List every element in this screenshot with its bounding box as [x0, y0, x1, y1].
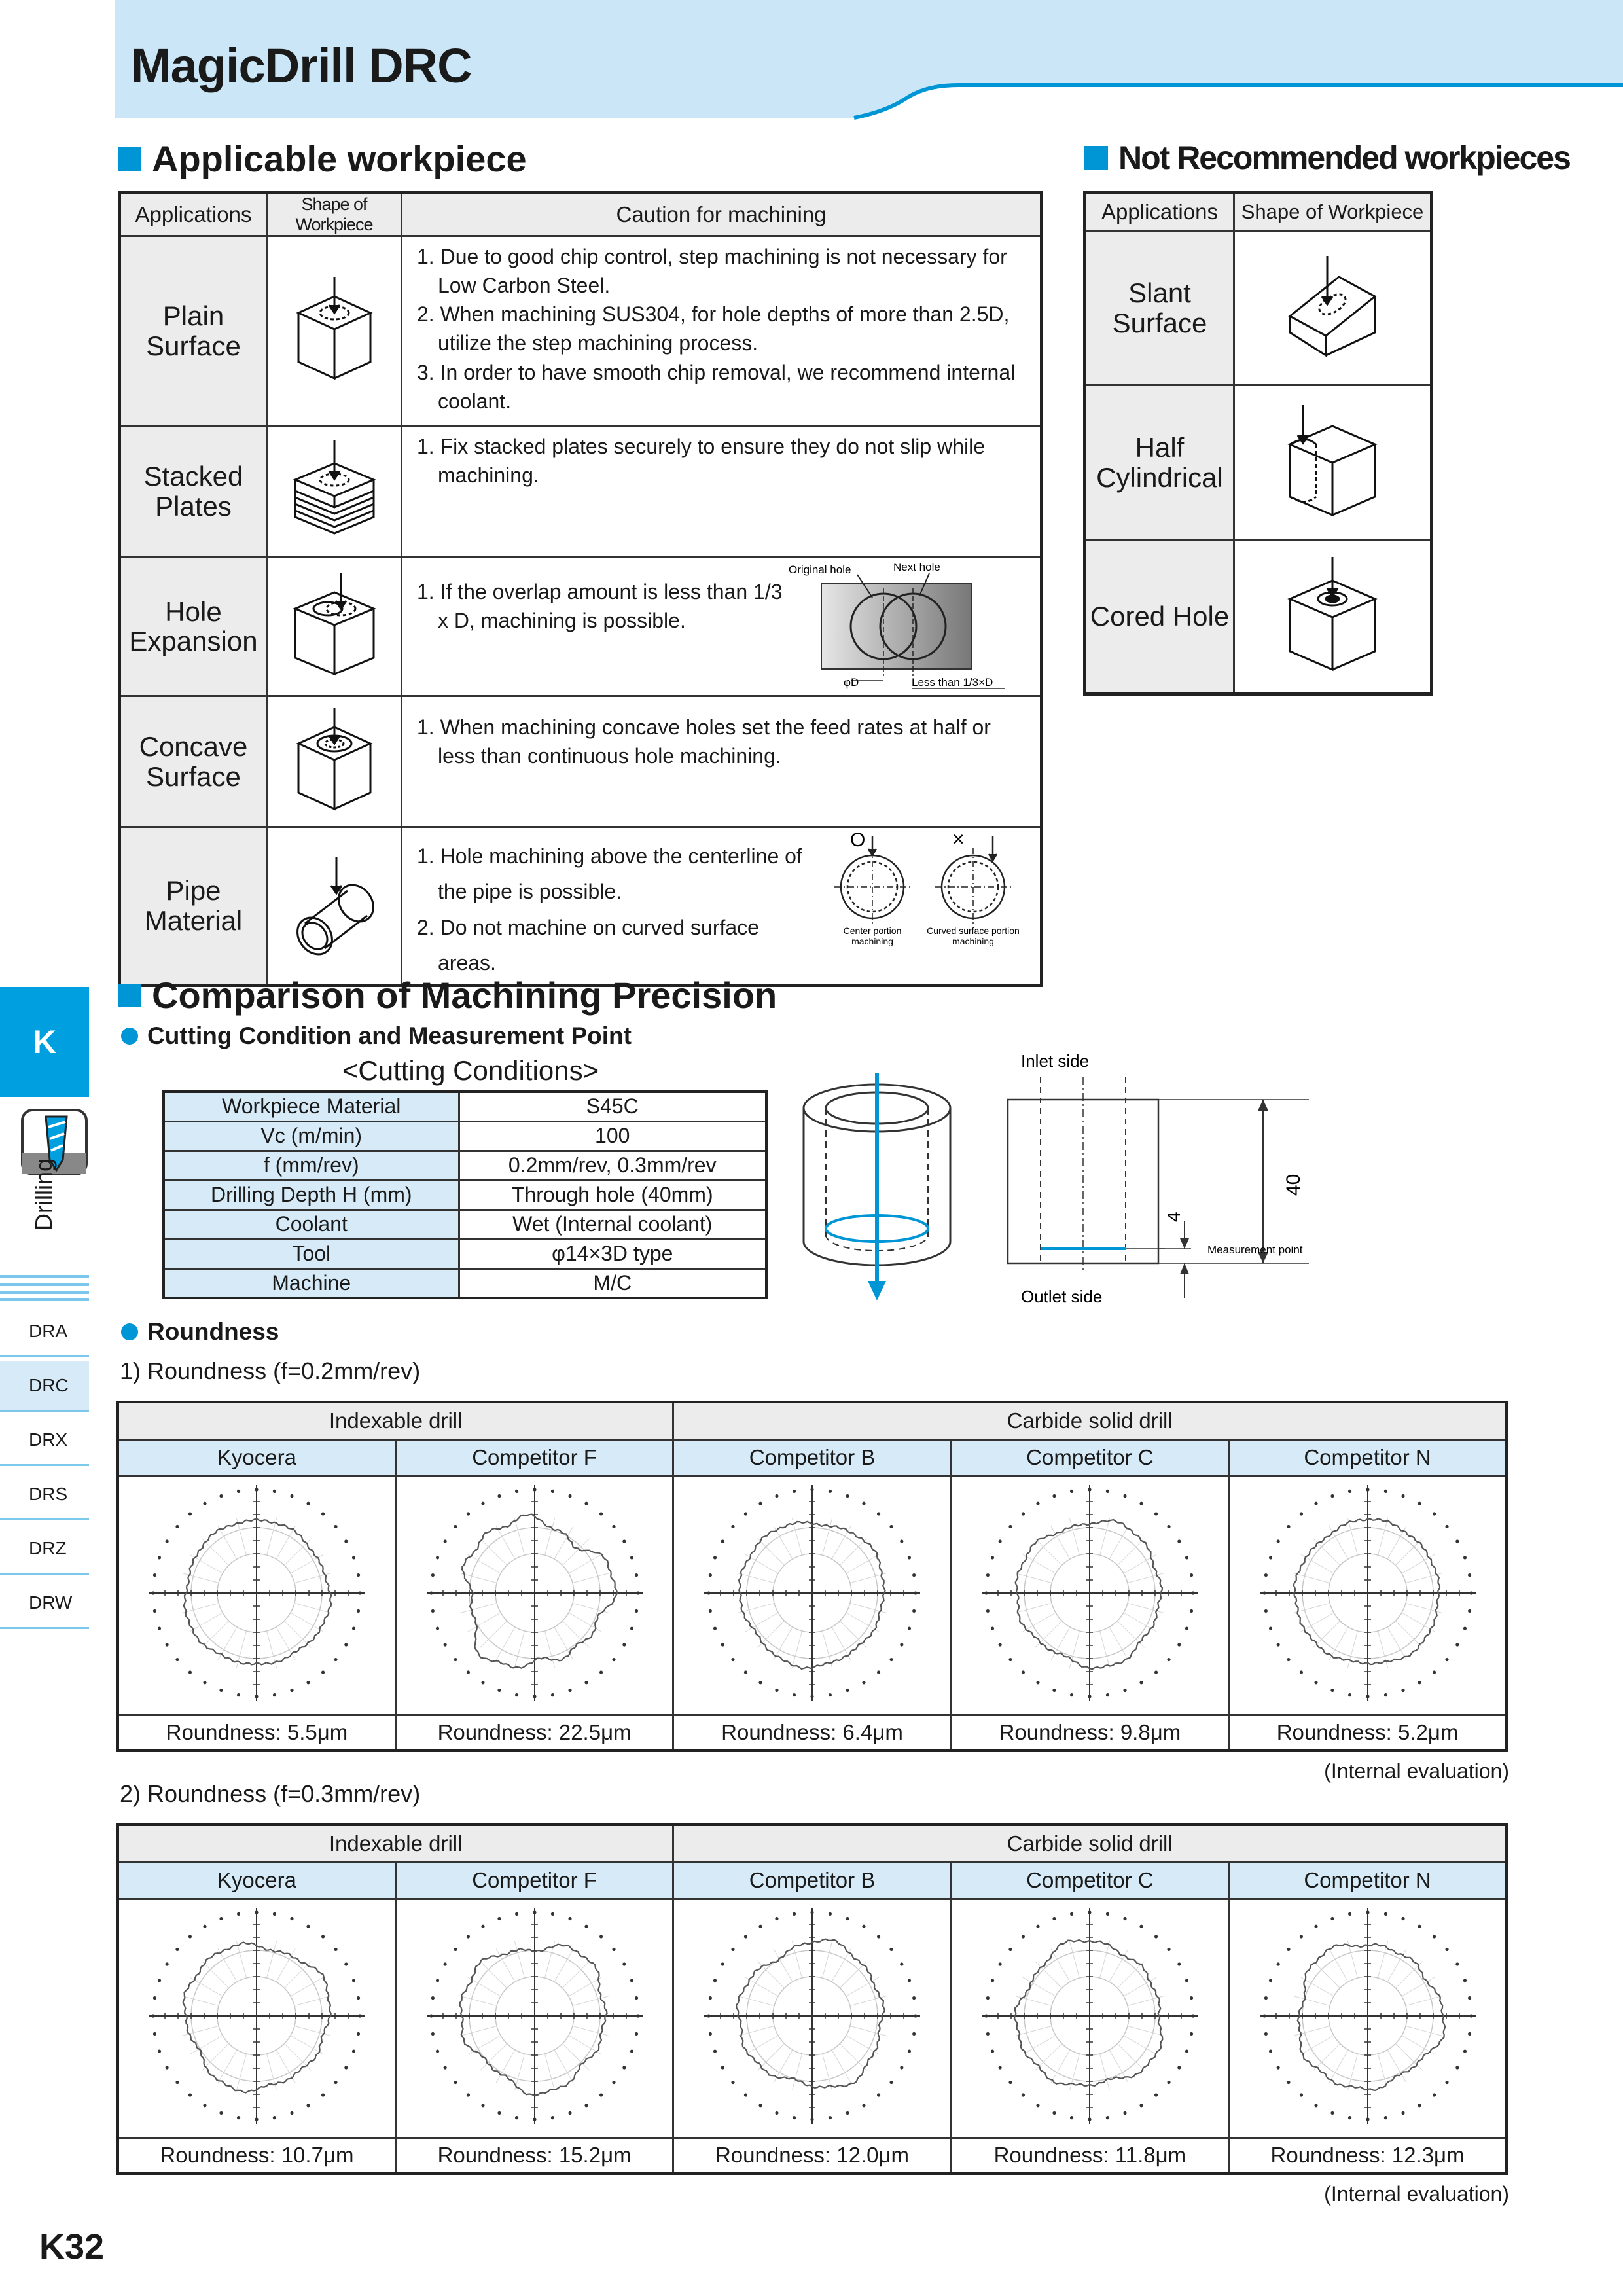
roundness-value: Roundness: 9.8μm — [951, 1715, 1228, 1751]
condition-value: Wet (Internal coolant) — [459, 1210, 766, 1239]
hole-overlap-diagram — [789, 562, 1011, 692]
label-line: Expansion — [129, 626, 258, 656]
roundness-plot-cell — [118, 1899, 395, 2138]
application-label — [120, 696, 267, 827]
condition-key: Coolant — [164, 1210, 459, 1239]
roundness-polar-plot — [701, 1482, 923, 1704]
outlet-side-label: Outlet side — [1021, 1287, 1103, 1306]
label-line: Pipe — [166, 875, 221, 906]
category-label: Drilling — [30, 1158, 57, 1230]
table-row — [120, 426, 1042, 557]
label-line: Surface — [1112, 307, 1207, 338]
condition-value: 100 — [459, 1121, 766, 1151]
roundness-subheading — [121, 1318, 279, 1346]
roundness-subheading-text: Roundness — [147, 1318, 279, 1345]
roundness-plot-cell — [673, 1899, 951, 2138]
circle-bullet-icon — [121, 1028, 138, 1045]
brand-header: Competitor N — [1229, 1439, 1507, 1476]
brand-header: Competitor C — [951, 1439, 1228, 1476]
col-shape: Shape of Workpiece — [1234, 193, 1432, 231]
caution-item: 1. When machining concave holes set the feed rates at half or less than continuous hole machining. — [417, 715, 991, 768]
next-hole-label: Next hole — [893, 562, 940, 573]
condition-value: φ14×3D type — [459, 1239, 766, 1268]
table-row — [120, 557, 1042, 696]
sidebar-tab-drc[interactable]: DRC — [0, 1361, 89, 1412]
roundness-plot-cell — [118, 1476, 395, 1715]
caution-item: 3. In order to have smooth chip removal, we recommend internal coolant. — [417, 360, 1016, 413]
roundness-plot-cell — [1229, 1476, 1507, 1715]
dim-4-label: 4 — [1164, 1211, 1184, 1222]
square-bullet-icon — [118, 147, 141, 171]
measurement-point-label: Measurement point — [1207, 1244, 1303, 1256]
circle-bullet-icon — [121, 1323, 138, 1340]
caution-text — [402, 557, 1042, 696]
caution-text — [402, 827, 1042, 986]
internal-evaluation-note: (Internal evaluation) — [1324, 2182, 1509, 2206]
pipe-material-icon — [267, 827, 402, 986]
roundness-value: Roundness: 5.5μm — [118, 1715, 395, 1751]
concave-surface-icon — [267, 696, 402, 827]
roundness-polar-plot — [423, 1905, 646, 2127]
label-line: Plain — [162, 300, 224, 332]
roundness-polar-plot — [978, 1905, 1201, 2127]
table-row — [120, 236, 1042, 426]
sidebar-tab-drx[interactable]: DRX — [0, 1415, 89, 1466]
condition-value: M/C — [459, 1268, 766, 1298]
caution-item: 2. Do not machine on curved surface areas. — [417, 915, 759, 975]
sidebar-tab-drs[interactable]: DRS — [0, 1469, 89, 1520]
roundness-value: Roundness: 6.4μm — [673, 1715, 951, 1751]
table-row — [1085, 540, 1432, 694]
pipe-diagram — [828, 828, 1024, 952]
condition-key: Drilling Depth H (mm) — [164, 1180, 459, 1210]
measurement-section-diagram — [1001, 1050, 1309, 1319]
curved-label: machining — [952, 936, 994, 946]
roundness-value: Roundness: 22.5μm — [395, 1715, 673, 1751]
section-tab-k[interactable]: K — [0, 987, 89, 1097]
inlet-side-label: Inlet side — [1021, 1051, 1090, 1071]
condition-value: S45C — [459, 1092, 766, 1121]
roundness-table-2 — [116, 1823, 1508, 2175]
internal-evaluation-note: (Internal evaluation) — [1324, 1759, 1509, 1783]
hole-expansion-icon — [267, 557, 402, 696]
caution-text — [402, 696, 1042, 827]
table-row — [120, 696, 1042, 827]
caution-item: 2. When machining SUS304, for hole depths of more than 2.5D, utilize the step machining process. — [417, 302, 1010, 355]
roundness-polar-plot — [423, 1482, 646, 1704]
roundness-value: Roundness: 12.3μm — [1229, 2138, 1507, 2174]
roundness-polar-plot — [145, 1905, 368, 2127]
brand-header: Competitor N — [1229, 1862, 1507, 1899]
application-label — [120, 236, 267, 426]
label-line: Half — [1135, 432, 1185, 463]
roundness-plot-cell — [395, 1476, 673, 1715]
table-row — [120, 827, 1042, 986]
roundness-value: Roundness: 10.7μm — [118, 2138, 395, 2174]
sidebar-tab-drz[interactable]: DRZ — [0, 1524, 89, 1575]
application-label — [120, 557, 267, 696]
ng-mark: × — [952, 828, 965, 851]
condition-row — [164, 1151, 766, 1180]
label-line: Cylindrical — [1096, 461, 1223, 493]
table-row — [1085, 386, 1432, 540]
brand-header: Kyocera — [118, 1862, 395, 1899]
label-line: Surface — [146, 330, 241, 361]
col-shape: Shape of Workpiece — [267, 193, 402, 236]
roundness-polar-plot — [978, 1482, 1201, 1704]
condition-value: Through hole (40mm) — [459, 1180, 766, 1210]
label-line: Concave — [139, 731, 248, 762]
roundness-plot-cell — [673, 1476, 951, 1715]
comparison-heading-text: Comparison of Machining Precision — [152, 975, 777, 1016]
roundness-plot-cell — [1229, 1899, 1507, 2138]
caution-text — [402, 236, 1042, 426]
roundness-value: Roundness: 11.8μm — [951, 2138, 1228, 2174]
cutting-condition-subheading-text: Cutting Condition and Measurement Point — [147, 1022, 632, 1049]
applicable-heading — [118, 137, 527, 180]
brand-header: Competitor F — [395, 1862, 673, 1899]
group-carbide: Carbide solid drill — [673, 1402, 1507, 1439]
not-recommended-heading-text: Not Recommended workpieces — [1118, 139, 1570, 176]
dim-40-label: 40 — [1283, 1174, 1304, 1196]
square-bullet-icon — [118, 984, 141, 1007]
application-label — [1085, 386, 1234, 540]
col-applications: Applications — [120, 193, 267, 236]
center-label: machining — [851, 936, 893, 946]
col-applications: Applications — [1085, 193, 1234, 231]
condition-row — [164, 1092, 766, 1121]
comparison-heading — [118, 974, 777, 1016]
roundness-polar-plot — [701, 1905, 923, 2127]
caution-item: 1. Due to good chip control, step machining is not necessary for Low Carbon Steel. — [417, 245, 1007, 298]
label-line: Slant — [1128, 278, 1191, 309]
application-label — [120, 426, 267, 557]
roundness-plot-cell — [395, 1899, 673, 2138]
page-title: MagicDrill DRC — [131, 39, 472, 93]
brand-header: Competitor F — [395, 1439, 673, 1476]
roundness-polar-plot — [1257, 1905, 1479, 2127]
less-than-label: Less than 1/3×D — [912, 676, 993, 689]
table-row — [1085, 231, 1432, 386]
label-line: Plates — [155, 490, 232, 522]
brand-header: Competitor B — [673, 1439, 951, 1476]
not-recommended-heading — [1084, 139, 1570, 177]
label-line: Hole — [165, 596, 222, 627]
condition-row — [164, 1268, 766, 1298]
slant-surface-icon — [1234, 231, 1432, 386]
condition-row — [164, 1121, 766, 1151]
applicable-heading-text: Applicable workpiece — [152, 138, 527, 179]
roundness-polar-plot — [145, 1482, 368, 1704]
condition-value: 0.2mm/rev, 0.3mm/rev — [459, 1151, 766, 1180]
col-caution: Caution for machining — [402, 193, 1042, 236]
roundness-polar-plot — [1257, 1482, 1479, 1704]
roundness-value: Roundness: 5.2μm — [1229, 1715, 1507, 1751]
brand-header: Competitor C — [951, 1862, 1228, 1899]
stacked-plates-icon — [267, 426, 402, 557]
brand-header: Kyocera — [118, 1439, 395, 1476]
caution-text — [402, 426, 1042, 557]
cored-hole-icon — [1234, 540, 1432, 694]
ok-mark: O — [850, 829, 866, 851]
sidebar-stripes — [0, 1275, 89, 1301]
group-indexable: Indexable drill — [118, 1402, 673, 1439]
workpiece-cylinder-diagram — [792, 1070, 962, 1306]
label-line: Stacked — [143, 461, 243, 492]
roundness-plot-cell — [951, 1476, 1228, 1715]
group-carbide: Carbide solid drill — [673, 1825, 1507, 1862]
brand-header: Competitor B — [673, 1862, 951, 1899]
condition-row — [164, 1210, 766, 1239]
half-cylindrical-icon — [1234, 386, 1432, 540]
cutting-condition-subheading — [121, 1022, 632, 1050]
sidebar-tab-drw[interactable]: DRW — [0, 1578, 89, 1629]
label-line: Surface — [146, 761, 241, 792]
caution-item: 1. Hole machining above the centerline of the pipe is possible. — [417, 844, 802, 904]
applicable-table — [118, 191, 1043, 987]
group-indexable: Indexable drill — [118, 1825, 673, 1862]
application-label — [1085, 231, 1234, 386]
label-line: Material — [144, 905, 243, 936]
cutting-conditions-table — [162, 1090, 768, 1299]
label-line: Cored Hole — [1090, 601, 1230, 632]
cutting-conditions-title: <Cutting Conditions> — [342, 1055, 599, 1086]
roundness-value: Roundness: 12.0μm — [673, 2138, 951, 2174]
caution-item: 1. If the overlap amount is less than 1/3 x D, machining is possible. — [417, 580, 783, 633]
condition-row — [164, 1239, 766, 1268]
roundness-test-1-title: 1) Roundness (f=0.2mm/rev) — [120, 1357, 421, 1384]
caution-item: 1. Fix stacked plates securely to ensure they do not slip while machining. — [417, 435, 985, 488]
curved-label: Curved surface portion — [927, 925, 1020, 936]
not-recommended-table — [1083, 191, 1433, 696]
condition-key: Workpiece Material — [164, 1092, 459, 1121]
condition-key: Vc (m/min) — [164, 1121, 459, 1151]
center-label: Center portion — [843, 925, 902, 936]
sidebar-tab-dra[interactable]: DRA — [0, 1306, 89, 1357]
application-label — [1085, 540, 1234, 694]
square-bullet-icon — [1084, 146, 1108, 170]
original-hole-label: Original hole — [789, 564, 851, 576]
page-number: K32 — [39, 2227, 105, 2267]
plain-surface-icon — [267, 236, 402, 426]
roundness-test-2-title: 2) Roundness (f=0.3mm/rev) — [120, 1780, 421, 1807]
application-label — [120, 827, 267, 986]
roundness-plot-cell — [951, 1899, 1228, 2138]
condition-row — [164, 1180, 766, 1210]
phi-d-label: φD — [844, 676, 859, 689]
condition-key: Tool — [164, 1239, 459, 1268]
roundness-table-1 — [116, 1401, 1508, 1752]
condition-key: Machine — [164, 1268, 459, 1298]
roundness-value: Roundness: 15.2μm — [395, 2138, 673, 2174]
condition-key: f (mm/rev) — [164, 1151, 459, 1180]
